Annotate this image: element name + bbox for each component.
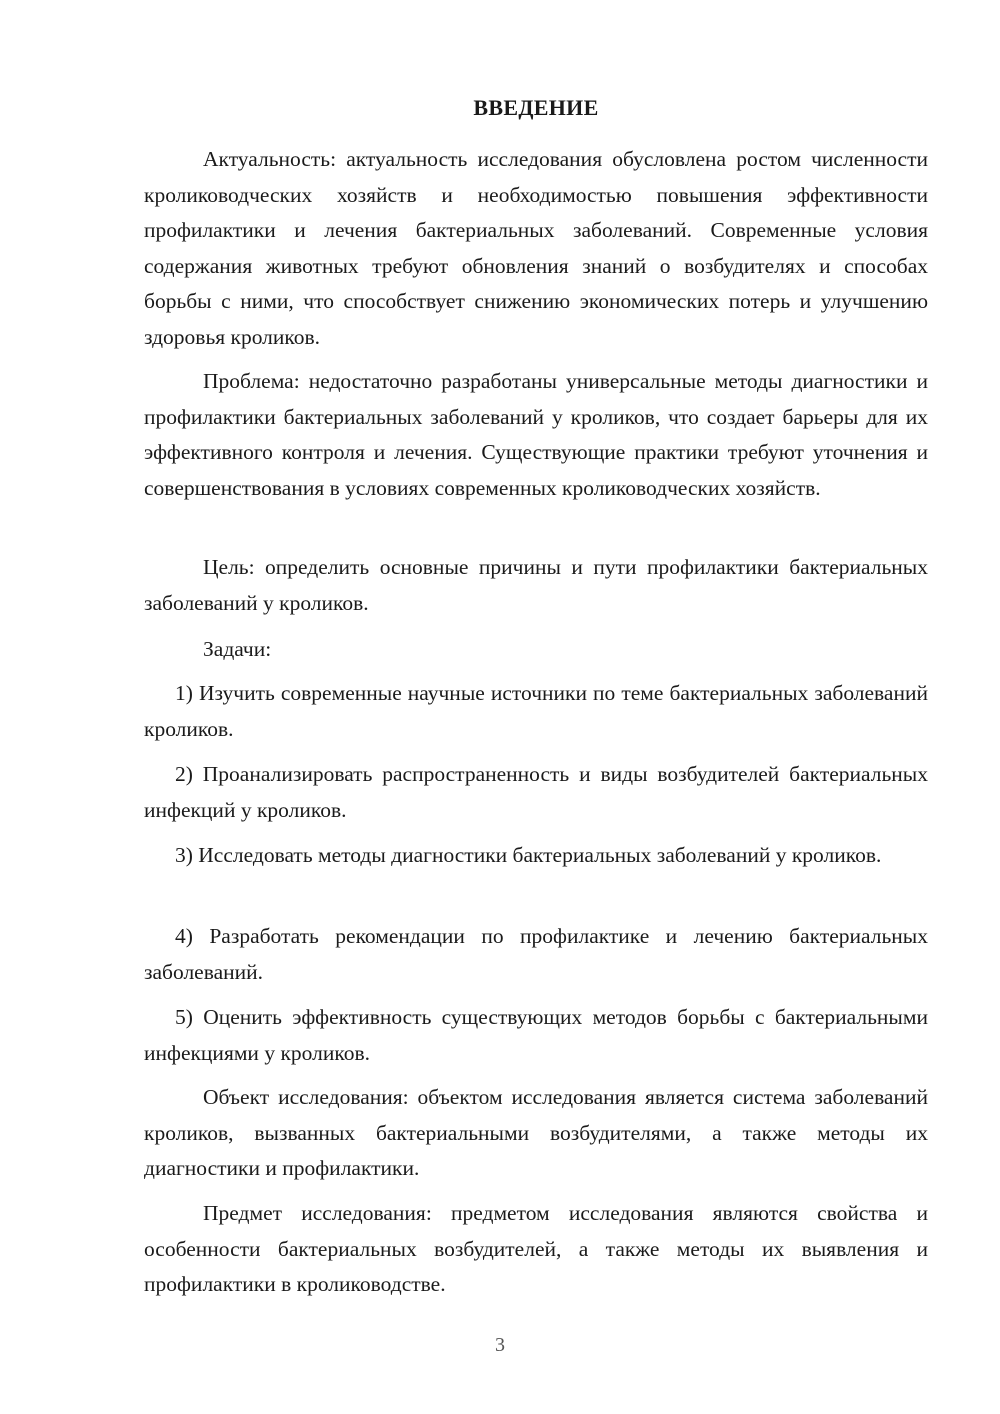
paragraph-goal: Цель: определить основные причины и пути профилактики бактериальных заболеваний у кроликов. [144, 555, 928, 615]
task-item: 5) Оценить эффективность существующих методов борьбы с бактериальными инфекциями у кроликов. [144, 1005, 928, 1065]
paragraph-subject: Предмет исследования: предметом исследования являются свойства и особенности бактериальных возбудителей, а также методы их выявления и профилактики в кролиководстве. [144, 1201, 928, 1296]
task-item: 1) Изучить современные научные источники по теме бактериальных заболеваний кроликов. [144, 681, 928, 741]
task-item: 4) Разработать рекомендации по профилактике и лечению бактериальных заболеваний. [144, 924, 928, 984]
paragraph-object: Объект исследования: объектом исследования является система заболеваний кроликов, вызванных бактериальными возбудителями, а также методы их диагностики и профилактики. [144, 1085, 928, 1180]
tasks-label: Задачи: [203, 637, 272, 661]
paragraph-relevance: Актуальность: актуальность исследования обусловлена ростом численности кролиководческих хозяйств и необходимостью повышения эффективности профилактики и лечения бактериальных заболеваний. Современные условия содержания животных требуют обновления знаний о возбудителях и способах борьбы с ними, что способствует снижению экономических потерь и улучшению здоровья кроликов. [144, 147, 928, 349]
task-item: 2) Проанализировать распространенность и виды возбудителей бактериальных инфекций у кроликов. [144, 762, 928, 822]
task-item: 3) Исследовать методы диагностики бактериальных заболеваний у кроликов. [175, 843, 882, 867]
paragraph-problem: Проблема: недостаточно разработаны универсальные методы диагностики и профилактики бактериальных заболеваний у кроликов, что создает барьеры для их эффективного контроля и лечения. Существующие практики требуют уточнения и совершенствования в условиях современных кролиководческих хозяйств. [144, 369, 928, 500]
page-number: 3 [495, 1334, 505, 1356]
section-heading: ВВЕДЕНИЕ [473, 95, 599, 120]
